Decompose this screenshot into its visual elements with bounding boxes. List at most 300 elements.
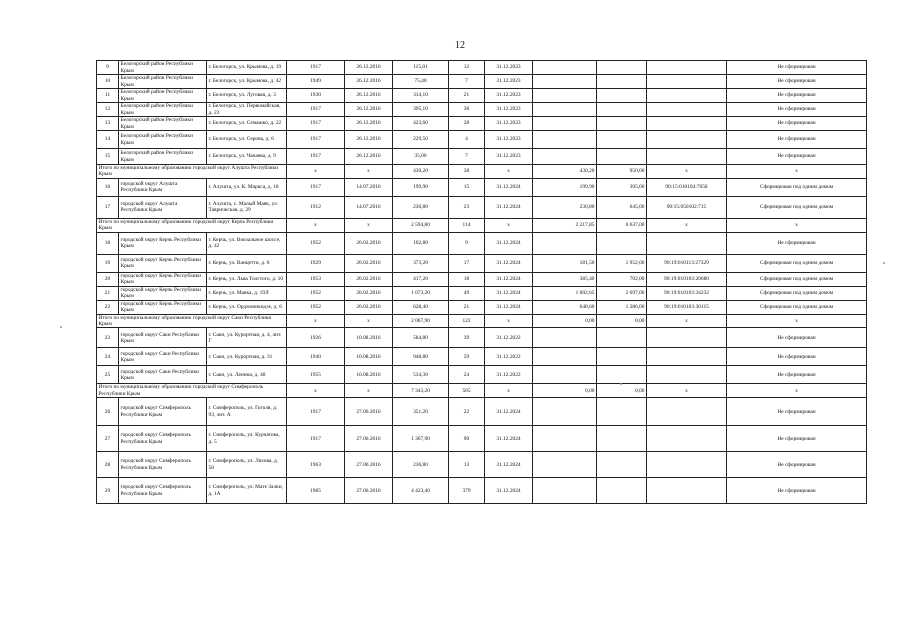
cell-c12 — [647, 75, 727, 89]
cell-status: х — [727, 165, 867, 179]
cell-residents: 21 — [449, 89, 485, 103]
cell-c10 — [533, 398, 597, 426]
cell-c10 — [533, 75, 597, 89]
cell-c10 — [533, 328, 597, 348]
cell-date1: 10.08.2016 — [345, 328, 393, 348]
cell-c11 — [597, 452, 647, 478]
cell-deadline: 31.12.2022 — [485, 328, 533, 348]
cell-c11: 0,00 — [597, 384, 647, 398]
cell-status: Не сформирован — [727, 452, 867, 478]
cell-address: г. Керчь, ул. Вокзальное шоссе, д. 42 — [207, 232, 287, 254]
cell-c10 — [533, 426, 597, 452]
cell-year: 1929 — [287, 254, 345, 272]
cell-c12 — [647, 366, 727, 384]
cell-deadline: 31.12.2024 — [485, 254, 533, 272]
cell-c11: 645,00 — [597, 196, 647, 218]
cell-c12 — [647, 149, 727, 165]
cell-residents: 7 — [449, 149, 485, 165]
subtotal-row — [97, 314, 867, 328]
cell-year: 1917 — [287, 149, 345, 165]
cell-c12 — [647, 117, 727, 131]
cell-district: городской округ Саки Республики Крым — [119, 366, 207, 384]
cell-area: 35,00 — [393, 149, 449, 165]
table-body — [97, 61, 867, 504]
cell-address: г. Симферополь, ул. Мате Залки, д. 1А — [207, 478, 287, 504]
cell-area: 395,10 — [393, 103, 449, 117]
cell-c11 — [597, 61, 647, 75]
cell-deadline: 31.12.2022 — [485, 348, 533, 366]
cell-deadline: х — [485, 218, 533, 232]
cell-residents: 17 — [449, 254, 485, 272]
cell-status: х — [727, 314, 867, 328]
cell-date1: 20.02.2016 — [345, 286, 393, 300]
table-row — [97, 452, 867, 478]
cell-status: Не сформирован — [727, 328, 867, 348]
table-row — [97, 286, 867, 300]
cell-residents: 38 — [449, 165, 485, 179]
cell-deadline: 31.12.2024 — [485, 272, 533, 286]
cell-num: 20 — [97, 272, 119, 286]
cell-year: 1952 — [287, 300, 345, 314]
cell-c12: х — [647, 165, 727, 179]
cell-address: г. Белогорск, ул. Крымова, д. 19 — [207, 61, 287, 75]
cell-residents: 22 — [449, 398, 485, 426]
table-row — [97, 117, 867, 131]
table-row — [97, 478, 867, 504]
cell-deadline: 31.12.2024 — [485, 452, 533, 478]
cell-deadline: х — [485, 165, 533, 179]
cell-num: 27 — [97, 426, 119, 452]
cell-deadline: 31.12.2023 — [485, 149, 533, 165]
cell-status: Сформирован под одним домом — [727, 286, 867, 300]
cell-district: городской округ Керчь Республики Крым — [119, 232, 207, 254]
cell-c10: 648,60 — [533, 300, 597, 314]
cell-date1: 27.06.2016 — [345, 478, 393, 504]
cell-c11 — [597, 149, 647, 165]
cell-c10: 1 002,65 — [533, 286, 597, 300]
table-row — [97, 272, 867, 286]
cell-status: Не сформирован — [727, 75, 867, 89]
cell-area: 534,30 — [393, 366, 449, 384]
cell-status: Не сформирован — [727, 61, 867, 75]
cell-area: 2 594,80 — [393, 218, 449, 232]
cell-district: городской округ Алушта Республики Крым — [119, 178, 207, 196]
cell-address: г. Алушта, с. Малый Маяк, ул. Таврическая, д. 29 — [207, 196, 287, 218]
cell-address: г. Белогорск, ул. Первомайская, д. 23 — [207, 103, 287, 117]
table-row — [97, 348, 867, 366]
cell-c12: 90:15:050102:715 — [647, 196, 727, 218]
cell-residents: 18 — [449, 272, 485, 286]
cell-area: 115,01 — [393, 61, 449, 75]
cell-date1: 26.12.2016 — [345, 117, 393, 131]
cell-year: х — [287, 218, 345, 232]
cell-c11 — [597, 117, 647, 131]
cell-c12: 90:19:010113:27329 — [647, 254, 727, 272]
cell-status: Не сформирован — [727, 89, 867, 103]
cell-date1: 26.12.2016 — [345, 149, 393, 165]
cell-label: Итого по муниципальному образованию городской округ Алушта Республики Крым — [97, 165, 287, 179]
cell-district: Белогорский район Республики Крым — [119, 149, 207, 165]
cell-c12 — [647, 131, 727, 149]
cell-residents: 379 — [449, 478, 485, 504]
cell-address: г. Симферополь, ул. Ляхова, д. 58 — [207, 452, 287, 478]
cell-year: 1940 — [287, 348, 345, 366]
cell-status: Не сформирован — [727, 149, 867, 165]
cell-date1: 27.06.2016 — [345, 398, 393, 426]
cell-year: 1930 — [287, 89, 345, 103]
cell-district: городской округ Саки Республики Крым — [119, 348, 207, 366]
cell-residents: 4 — [449, 131, 485, 149]
cell-c11 — [597, 426, 647, 452]
cell-address: г. Саки, ул. Курортная, д. 31 — [207, 348, 287, 366]
cell-address: г. Белогорск, ул. Семашко, д. 22 — [207, 117, 287, 131]
cell-residents: 23 — [449, 196, 485, 218]
cell-year: 1985 — [287, 478, 345, 504]
cell-c11 — [597, 103, 647, 117]
cell-address: г. Керчь, ул. Ванцетти, д. 6 — [207, 254, 287, 272]
cell-deadline: 31.12.2023 — [485, 61, 533, 75]
cell-deadline: 31.12.2023 — [485, 103, 533, 117]
cell-c10: 385,40 — [533, 272, 597, 286]
cell-c11: 702,00 — [597, 272, 647, 286]
cell-area: 373,20 — [393, 254, 449, 272]
cell-district: Белогорский район Республики Крым — [119, 103, 207, 117]
table-row — [97, 366, 867, 384]
cell-status: Не сформирован — [727, 131, 867, 149]
cell-area: 351,20 — [393, 398, 449, 426]
cell-c10 — [533, 117, 597, 131]
cell-district: Белогорский район Республики Крым — [119, 89, 207, 103]
cell-num: 21 — [97, 286, 119, 300]
emergency-housing-table — [96, 60, 867, 504]
subtotal-row — [97, 384, 867, 398]
cell-c10 — [533, 89, 597, 103]
cell-c11: 305,00 — [597, 178, 647, 196]
cell-date1: 27.06.2016 — [345, 426, 393, 452]
cell-date1: 20.02.2016 — [345, 272, 393, 286]
cell-district: городской округ Керчь Республики Крым — [119, 254, 207, 272]
cell-residents: 49 — [449, 286, 485, 300]
cell-c10: 0,00 — [533, 314, 597, 328]
cell-year: 1917 — [287, 131, 345, 149]
cell-area: 75,40 — [393, 75, 449, 89]
cell-address: г. Керчь, ул. Орджоникидзе, д. 6 — [207, 300, 287, 314]
cell-deadline: 31.12.2024 — [485, 232, 533, 254]
cell-date1: 10.08.2016 — [345, 348, 393, 366]
cell-c10 — [533, 366, 597, 384]
cell-date1: 14.07.2016 — [345, 196, 393, 218]
cell-status: Не сформирован — [727, 426, 867, 452]
table-row — [97, 254, 867, 272]
cell-date1: х — [345, 165, 393, 179]
cell-c10: 230,80 — [533, 196, 597, 218]
cell-year: х — [287, 314, 345, 328]
cell-deadline: 31.12.2024 — [485, 426, 533, 452]
cell-deadline: 31.12.2023 — [485, 117, 533, 131]
cell-address: г. Белогорск, ул. Серова, д. 6 — [207, 131, 287, 149]
cell-date1: 14.07.2016 — [345, 178, 393, 196]
cell-status: Не сформирован — [727, 366, 867, 384]
cell-date1: х — [345, 314, 393, 328]
cell-year: 1917 — [287, 103, 345, 117]
cell-area: 102,80 — [393, 232, 449, 254]
cell-district: городской округ Симферополь Республики Крым — [119, 426, 207, 452]
cell-deadline: 31.12.2024 — [485, 478, 533, 504]
cell-year: 1926 — [287, 328, 345, 348]
cell-c11 — [597, 89, 647, 103]
cell-status: Не сформирован — [727, 117, 867, 131]
cell-c11 — [597, 232, 647, 254]
cell-area: 628,40 — [393, 300, 449, 314]
cell-district: городской округ Алушта Республики Крым — [119, 196, 207, 218]
cell-c12: 90:19:010103:30115 — [647, 300, 727, 314]
cell-area: 584,80 — [393, 328, 449, 348]
cell-num: 23 — [97, 328, 119, 348]
table-row — [97, 426, 867, 452]
cell-address: г. Алушта, ул. К. Маркса, д. 18 — [207, 178, 287, 196]
cell-address: г. Белогорск, ул. Чапаева, д. 9 — [207, 149, 287, 165]
cell-c12: х — [647, 314, 727, 328]
cell-label: Итого по муниципальному образованию городской округ Керчь Республики Крым — [97, 218, 287, 232]
cell-num: 10 — [97, 75, 119, 89]
cell-year: 1917 — [287, 178, 345, 196]
table-row — [97, 196, 867, 218]
cell-c11: 0,00 — [597, 314, 647, 328]
cell-c10 — [533, 131, 597, 149]
cell-c12 — [647, 478, 727, 504]
cell-c12 — [647, 89, 727, 103]
cell-date1: х — [345, 384, 393, 398]
cell-residents: 122 — [449, 314, 485, 328]
cell-c12 — [647, 328, 727, 348]
cell-deadline: 31.12.2024 — [485, 398, 533, 426]
cell-residents: 114 — [449, 218, 485, 232]
cell-address: г. Белогорск, ул. Луговая, д. 3 — [207, 89, 287, 103]
cell-c11 — [597, 131, 647, 149]
cell-c11: 1 286,00 — [597, 300, 647, 314]
cell-district: Белогорский район Республики Крым — [119, 75, 207, 89]
cell-residents: 24 — [449, 366, 485, 384]
table-row — [97, 398, 867, 426]
scan-speck — [620, 383, 622, 385]
cell-year: 1917 — [287, 61, 345, 75]
cell-year: 1952 — [287, 232, 345, 254]
cell-num: 28 — [97, 452, 119, 478]
table-row — [97, 300, 867, 314]
table-row — [97, 149, 867, 165]
cell-year: 1949 — [287, 75, 345, 89]
cell-date1: 20.02.2016 — [345, 254, 393, 272]
cell-date1: 26.12.2016 — [345, 131, 393, 149]
table-row — [97, 232, 867, 254]
cell-status: Не сформирован — [727, 478, 867, 504]
cell-residents: 15 — [449, 178, 485, 196]
cell-year: 1912 — [287, 196, 345, 218]
cell-area: 948,80 — [393, 348, 449, 366]
cell-district: городской округ Симферополь Республики Крым — [119, 452, 207, 478]
cell-district: Белогорский район Республики Крым — [119, 117, 207, 131]
cell-residents: 90 — [449, 426, 485, 452]
cell-num: 17 — [97, 196, 119, 218]
cell-district: городской округ Симферополь Республики Крым — [119, 478, 207, 504]
cell-area: 4 423,40 — [393, 478, 449, 504]
table-row — [97, 178, 867, 196]
cell-status: х — [727, 384, 867, 398]
cell-status: Не сформирован — [727, 232, 867, 254]
cell-address: г. Керчь, ул. Льва Толстого, д. 10 — [207, 272, 287, 286]
cell-c12 — [647, 232, 727, 254]
cell-address: г. Белогорск, ул. Крымова, д. 42 — [207, 75, 287, 89]
table-row — [97, 103, 867, 117]
cell-num: 13 — [97, 117, 119, 131]
cell-residents: 36 — [449, 103, 485, 117]
cell-num: 26 — [97, 398, 119, 426]
cell-residents: 13 — [449, 452, 485, 478]
cell-c12: 90:15:010104:7658 — [647, 178, 727, 196]
subtotal-row — [97, 218, 867, 232]
cell-deadline: 31.12.2023 — [485, 75, 533, 89]
cell-district: городской округ Керчь Республики Крым — [119, 300, 207, 314]
cell-status: х — [727, 218, 867, 232]
cell-num: 14 — [97, 131, 119, 149]
cell-residents: 565 — [449, 384, 485, 398]
cell-c11: 950,00 — [597, 165, 647, 179]
cell-area: 417,20 — [393, 272, 449, 286]
cell-status: Сформирован под одним домом — [727, 254, 867, 272]
cell-deadline: 31.12.2024 — [485, 196, 533, 218]
cell-year: 1917 — [287, 398, 345, 426]
cell-date1: 27.06.2016 — [345, 452, 393, 478]
cell-residents: 7 — [449, 75, 485, 89]
cell-date1: 26.12.2016 — [345, 75, 393, 89]
cell-date1: 20.02.2016 — [345, 232, 393, 254]
cell-area: 236,80 — [393, 452, 449, 478]
cell-status: Не сформирован — [727, 103, 867, 117]
cell-c11 — [597, 478, 647, 504]
cell-c10 — [533, 61, 597, 75]
cell-date1: х — [345, 218, 393, 232]
cell-deadline: х — [485, 314, 533, 328]
cell-c11: 1 952,00 — [597, 254, 647, 272]
cell-c12 — [647, 452, 727, 478]
cell-num: 11 — [97, 89, 119, 103]
cell-c12 — [647, 103, 727, 117]
cell-c12 — [647, 426, 727, 452]
cell-district: городской округ Симферополь Республики Крым — [119, 398, 207, 426]
cell-area: 1 073,20 — [393, 286, 449, 300]
cell-date1: 20.02.2016 — [345, 300, 393, 314]
cell-year: х — [287, 165, 345, 179]
cell-c12 — [647, 348, 727, 366]
scan-speck — [60, 326, 62, 328]
cell-status: Не сформирован — [727, 348, 867, 366]
cell-deadline: 31.12.2024 — [485, 178, 533, 196]
cell-c11 — [597, 348, 647, 366]
scan-speck — [883, 262, 885, 264]
cell-deadline: 31.12.2024 — [485, 300, 533, 314]
cell-num: 29 — [97, 478, 119, 504]
cell-year: 1955 — [287, 366, 345, 384]
cell-district: городской округ Саки Республики Крым — [119, 328, 207, 348]
cell-label: Итого по муниципальному образованию городской округ Саки Республики Крым — [97, 314, 287, 328]
cell-c12: 90:19:010103:20680 — [647, 272, 727, 286]
cell-c10 — [533, 452, 597, 478]
cell-num: 22 — [97, 300, 119, 314]
cell-c10 — [533, 232, 597, 254]
cell-district: городской округ Керчь Республики Крым — [119, 286, 207, 300]
cell-deadline: х — [485, 384, 533, 398]
cell-num: 15 — [97, 149, 119, 165]
cell-year: 1917 — [287, 117, 345, 131]
cell-residents: 39 — [449, 328, 485, 348]
cell-deadline: 31.12.2023 — [485, 131, 533, 149]
cell-num: 18 — [97, 232, 119, 254]
cell-c11: 6 637,00 — [597, 218, 647, 232]
subtotal-row — [97, 165, 867, 179]
cell-deadline: 31.12.2022 — [485, 366, 533, 384]
cell-date1: 26.12.2016 — [345, 89, 393, 103]
cell-address: г. Керчь, ул. Маяка, д. 19Л — [207, 286, 287, 300]
cell-area: 423,60 — [393, 117, 449, 131]
cell-year: х — [287, 384, 345, 398]
cell-c10 — [533, 348, 597, 366]
cell-date1: 26.12.2016 — [345, 61, 393, 75]
cell-num: 24 — [97, 348, 119, 366]
cell-c12: х — [647, 218, 727, 232]
cell-status: Сформирован под одним домом — [727, 272, 867, 286]
cell-area: 430,20 — [393, 165, 449, 179]
cell-address: г. Саки, ул. Курортная, д. 4, лит. Г — [207, 328, 287, 348]
table-row — [97, 328, 867, 348]
cell-year: 1952 — [287, 286, 345, 300]
table-row — [97, 61, 867, 75]
cell-status: Сформирован под одним домом — [727, 196, 867, 218]
table-row — [97, 89, 867, 103]
cell-c10: 2 217,85 — [533, 218, 597, 232]
cell-residents: 28 — [449, 117, 485, 131]
cell-address: г. Саки, ул. Ленина, д. 48 — [207, 366, 287, 384]
cell-deadline: 31.12.2023 — [485, 89, 533, 103]
cell-address: г. Симферополь, ул. Гоголя, д. 93, лит. А — [207, 398, 287, 426]
cell-num: 16 — [97, 178, 119, 196]
cell-c12 — [647, 398, 727, 426]
cell-c11 — [597, 398, 647, 426]
cell-c11: 2 697,00 — [597, 286, 647, 300]
cell-district: Белогорский район Республики Крым — [119, 131, 207, 149]
cell-c10: 181,50 — [533, 254, 597, 272]
cell-num: 25 — [97, 366, 119, 384]
cell-c12: х — [647, 384, 727, 398]
cell-status: Сформирован под одним домом — [727, 300, 867, 314]
cell-num: 19 — [97, 254, 119, 272]
cell-year: 1917 — [287, 426, 345, 452]
cell-residents: 12 — [449, 61, 485, 75]
cell-c11 — [597, 366, 647, 384]
cell-c10 — [533, 478, 597, 504]
cell-area: 1 367,90 — [393, 426, 449, 452]
cell-num: 12 — [97, 103, 119, 117]
table-row — [97, 75, 867, 89]
cell-district: Белогорский район Республики Крым — [119, 61, 207, 75]
cell-year: 1963 — [287, 452, 345, 478]
cell-area: 314,10 — [393, 89, 449, 103]
cell-district: городской округ Керчь Республики Крым — [119, 272, 207, 286]
cell-area: 2 067,90 — [393, 314, 449, 328]
cell-c10: 0,00 — [533, 384, 597, 398]
cell-year: 1953 — [287, 272, 345, 286]
page-number: 12 — [455, 40, 465, 51]
cell-area: 199,90 — [393, 178, 449, 196]
